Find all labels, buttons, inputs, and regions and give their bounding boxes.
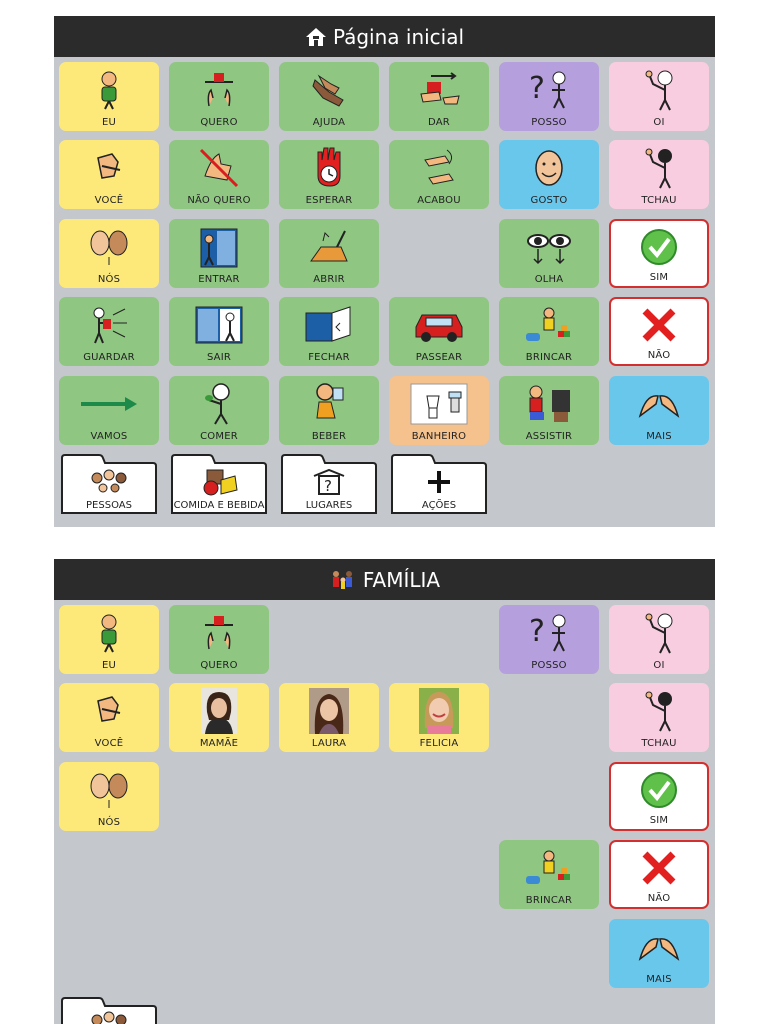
cell-felicia[interactable]	[389, 683, 489, 752]
cell-label: DAR	[428, 117, 450, 128]
people-group-icon	[89, 1011, 129, 1024]
folder-label: AÇÕES	[421, 500, 457, 511]
family-board	[54, 559, 715, 1024]
open-box-icon	[307, 227, 351, 267]
svg-text:?: ?	[324, 477, 332, 495]
cell-fechar[interactable]	[279, 297, 379, 366]
play-toys-icon	[522, 848, 576, 888]
cell-label: BRINCAR	[525, 895, 573, 906]
cell-nao[interactable]	[609, 840, 709, 909]
no-cross-icon	[639, 848, 679, 888]
cell-esperar[interactable]	[279, 140, 379, 209]
drink-icon	[309, 382, 349, 426]
yes-check-icon	[639, 770, 679, 810]
cell-voce[interactable]	[59, 140, 159, 209]
cell-label: ABRIR	[313, 274, 345, 285]
help-icon	[309, 70, 349, 110]
cell-label: MAIS	[646, 431, 672, 442]
board-title: Página inicial	[332, 24, 465, 49]
cell-guardar[interactable]	[59, 297, 159, 366]
person-self-icon	[94, 613, 124, 653]
cell-banheiro[interactable]	[389, 376, 489, 445]
cell-label: BEBER	[311, 431, 347, 442]
folder-label: COMIDA E BEBIDA	[173, 500, 265, 511]
cell-tchau[interactable]	[609, 683, 709, 752]
car-icon	[412, 305, 466, 345]
cell-dar[interactable]	[389, 62, 489, 131]
cell-nao-quero[interactable]	[169, 140, 269, 209]
cell-mamae[interactable]	[169, 683, 269, 752]
cell-oi[interactable]	[609, 62, 709, 131]
dont-want-icon	[197, 146, 241, 190]
cell-sim[interactable]	[609, 219, 709, 288]
eat-icon	[199, 382, 239, 426]
cell-nao[interactable]	[609, 297, 709, 366]
cell-label: OI	[653, 117, 665, 128]
more-hands-icon	[636, 386, 682, 422]
cell-nos[interactable]	[59, 219, 159, 288]
cell-label: FECHAR	[308, 352, 350, 363]
question-person-icon	[527, 611, 571, 655]
svg-text:?: ?	[529, 70, 545, 106]
folder-lugares[interactable]	[279, 454, 379, 516]
folder-acoes[interactable]	[389, 454, 489, 516]
food-icon	[199, 468, 239, 496]
cell-label: BRINCAR	[525, 352, 573, 363]
folder-label: LUGARES	[305, 500, 353, 511]
cell-label: SIM	[649, 272, 669, 283]
cell-label: PASSEAR	[415, 352, 463, 363]
cell-label: LAURA	[311, 738, 347, 749]
cell-label: OLHA	[534, 274, 564, 285]
cell-nos[interactable]	[59, 762, 159, 831]
cell-label: VOCÊ	[94, 195, 124, 206]
want-icon	[201, 613, 237, 653]
folder-label: PESSOAS	[86, 500, 132, 511]
cell-label: VOCÊ	[94, 738, 124, 749]
cell-label: EU	[101, 117, 117, 128]
cell-label: MAIS	[646, 974, 672, 985]
svg-text:?: ?	[529, 613, 545, 649]
cell-comer[interactable]	[169, 376, 269, 445]
cell-label: NÃO	[647, 350, 671, 361]
cell-label: SAIR	[206, 352, 232, 363]
wave-goodbye-icon	[639, 689, 679, 733]
cell-label: NÃO QUERO	[187, 195, 251, 206]
cell-label: QUERO	[200, 660, 238, 671]
folder-pessoas-partial[interactable]	[59, 997, 159, 1024]
cell-label: ESPERAR	[305, 195, 353, 206]
plus-icon	[426, 469, 452, 495]
cell-label: NÓS	[97, 274, 121, 285]
yes-check-icon	[639, 227, 679, 267]
cell-label: EU	[101, 660, 117, 671]
cell-mais[interactable]	[609, 919, 709, 988]
cell-label: GOSTO	[530, 195, 568, 206]
pointing-you-icon	[92, 148, 126, 188]
close-box-icon	[304, 305, 354, 345]
cell-voce[interactable]	[59, 683, 159, 752]
wave-hello-icon	[639, 68, 679, 112]
cell-label: ASSISTIR	[525, 431, 573, 442]
play-toys-icon	[522, 305, 576, 345]
cell-label: TCHAU	[641, 738, 677, 749]
person-self-icon	[94, 70, 124, 110]
cell-gosto[interactable]	[499, 140, 599, 209]
folder-pessoas[interactable]	[59, 454, 159, 516]
cell-label: POSSO	[531, 117, 567, 128]
cell-entrar[interactable]	[169, 219, 269, 288]
cell-eu[interactable]	[59, 62, 159, 131]
cell-label: VAMOS	[90, 431, 128, 442]
wait-hand-clock-icon	[312, 146, 346, 190]
cell-abrir[interactable]	[279, 219, 379, 288]
enter-door-icon	[197, 225, 241, 269]
cell-acabou[interactable]	[389, 140, 489, 209]
cell-label: GUARDAR	[83, 352, 135, 363]
cell-ajuda[interactable]	[279, 62, 379, 131]
mom-photo	[201, 688, 237, 734]
cell-label: ACABOU	[417, 195, 461, 206]
bathroom-icon	[409, 382, 469, 426]
more-hands-icon	[636, 929, 682, 965]
laura-photo	[309, 688, 349, 734]
question-person-icon	[527, 68, 571, 112]
watch-tv-icon	[522, 382, 576, 426]
cell-label: POSSO	[531, 660, 567, 671]
wave-hello-icon	[639, 611, 679, 655]
we-faces-icon	[87, 227, 131, 267]
cell-brincar[interactable]	[499, 297, 599, 366]
board-title: FAMÍLIA	[362, 567, 441, 592]
exit-door-icon	[194, 305, 244, 345]
cell-label: ENTRAR	[198, 274, 240, 285]
cell-passear[interactable]	[389, 297, 489, 366]
finished-hands-icon	[419, 146, 459, 190]
cell-label: FELICIA	[419, 738, 459, 749]
cell-label: COMER	[200, 431, 238, 442]
go-arrow-icon	[79, 394, 139, 414]
look-eyes-icon	[524, 229, 574, 265]
cell-eu[interactable]	[59, 605, 159, 674]
place-question-icon	[312, 468, 346, 496]
cell-label: AJUDA	[312, 117, 346, 128]
cell-label: OI	[653, 660, 665, 671]
cell-quero[interactable]	[169, 605, 269, 674]
cell-vamos[interactable]	[59, 376, 159, 445]
cell-sim[interactable]	[609, 762, 709, 831]
want-icon	[201, 70, 237, 110]
cell-beber[interactable]	[279, 376, 379, 445]
cell-label: SIM	[649, 815, 669, 826]
home-board	[54, 16, 715, 527]
people-group-icon	[89, 469, 129, 495]
home-icon	[305, 26, 327, 48]
cell-quero[interactable]	[169, 62, 269, 131]
family-icon	[329, 569, 357, 591]
cell-brincar[interactable]	[499, 840, 599, 909]
cell-laura[interactable]	[279, 683, 379, 752]
we-faces-icon	[87, 770, 131, 810]
cell-posso[interactable]	[499, 605, 599, 674]
pointing-you-icon	[92, 691, 126, 731]
cell-olha[interactable]	[499, 219, 599, 288]
cell-mais[interactable]	[609, 376, 709, 445]
give-icon	[417, 70, 461, 110]
cell-tchau[interactable]	[609, 140, 709, 209]
board-title-bar	[54, 559, 715, 600]
cell-label: TCHAU	[641, 195, 677, 206]
put-away-icon	[89, 305, 129, 345]
cell-label: MAMÃE	[199, 738, 239, 749]
folder-comida-e-bebida[interactable]	[169, 454, 269, 516]
cell-oi[interactable]	[609, 605, 709, 674]
cell-label: NÓS	[97, 817, 121, 828]
like-face-icon	[532, 148, 566, 188]
no-cross-icon	[639, 305, 679, 345]
felicia-photo	[419, 688, 459, 734]
cell-label: BANHEIRO	[411, 431, 467, 442]
board-title-bar	[54, 16, 715, 57]
cell-label: QUERO	[200, 117, 238, 128]
cell-posso[interactable]	[499, 62, 599, 131]
cell-label: NÃO	[647, 893, 671, 904]
cell-sair[interactable]	[169, 297, 269, 366]
wave-goodbye-icon	[639, 146, 679, 190]
cell-assistir[interactable]	[499, 376, 599, 445]
